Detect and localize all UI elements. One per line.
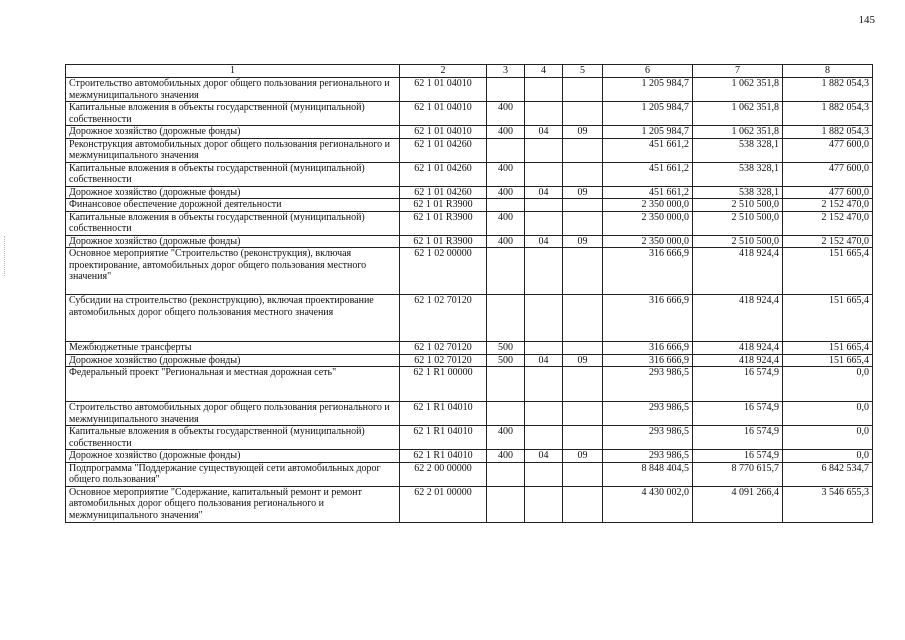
row-col4-cell (525, 426, 563, 450)
table-row (66, 162, 873, 186)
row-code-cell: 62 1 01 04260 (400, 138, 487, 162)
row-value8-cell: 1 882 054,3 (783, 78, 873, 102)
row-value7-cell: 16 574,9 (693, 426, 783, 450)
row-value8-cell: 1 882 054,3 (783, 126, 873, 139)
row-code-cell: 62 1 01 04010 (400, 78, 487, 102)
row-name-cell: Дорожное хозяйство (дорожные фонды) (66, 235, 400, 248)
row-value7-cell: 1 062 351,8 (693, 102, 783, 126)
row-col5-cell (563, 462, 603, 486)
row-value7-cell: 538 328,1 (693, 186, 783, 199)
table-row (66, 186, 873, 199)
row-col3-cell (487, 138, 525, 162)
row-code-cell: 62 1 02 70120 (400, 342, 487, 355)
page-number: 145 (858, 14, 875, 26)
row-col3-cell (487, 295, 525, 342)
row-value7-cell: 418 924,4 (693, 295, 783, 342)
row-col4-cell: 04 (525, 354, 563, 367)
row-col4-cell (525, 367, 563, 402)
row-col5-cell (563, 367, 603, 402)
row-value6-cell: 316 666,9 (603, 342, 693, 355)
row-value7-cell: 538 328,1 (693, 162, 783, 186)
header-row (66, 65, 873, 78)
row-value6-cell: 451 661,2 (603, 138, 693, 162)
row-col5-cell (563, 199, 603, 212)
row-value8-cell: 3 546 655,3 (783, 486, 873, 522)
row-code-cell: 62 1 02 70120 (400, 295, 487, 342)
row-code-cell: 62 2 01 00000 (400, 486, 487, 522)
row-col3-cell: 400 (487, 162, 525, 186)
row-value7-cell: 16 574,9 (693, 450, 783, 463)
table-row (66, 486, 873, 522)
row-col5-cell (563, 426, 603, 450)
row-col4-cell (525, 199, 563, 212)
row-code-cell: 62 1 R1 04010 (400, 402, 487, 426)
table-body (66, 78, 873, 523)
row-name-cell: Капитальные вложения в объекты государственной (муниципальной) собственности (66, 162, 400, 186)
row-value8-cell: 0,0 (783, 367, 873, 402)
row-code-cell: 62 1 R1 04010 (400, 450, 487, 463)
row-col5-cell: 09 (563, 235, 603, 248)
row-code-cell: 62 1 R1 00000 (400, 367, 487, 402)
row-col4-cell (525, 486, 563, 522)
row-col5-cell: 09 (563, 186, 603, 199)
table-row (66, 248, 873, 295)
row-code-cell: 62 1 02 00000 (400, 248, 487, 295)
row-name-cell: Субсидии на строительство (реконструкцию), включая проектирование автомобильных дорог общего пользования местного значения (66, 295, 400, 342)
row-name-cell: Капитальные вложения в объекты государственной (муниципальной) собственности (66, 211, 400, 235)
row-value6-cell: 451 661,2 (603, 162, 693, 186)
table-row (66, 402, 873, 426)
row-value6-cell: 316 666,9 (603, 248, 693, 295)
row-code-cell: 62 1 01 04260 (400, 186, 487, 199)
row-value6-cell: 2 350 000,0 (603, 211, 693, 235)
row-col5-cell: 09 (563, 450, 603, 463)
row-name-cell: Финансовое обеспечение дорожной деятельности (66, 199, 400, 212)
row-value6-cell: 293 986,5 (603, 450, 693, 463)
row-value8-cell: 477 600,0 (783, 186, 873, 199)
table-row (66, 211, 873, 235)
row-value6-cell: 4 430 002,0 (603, 486, 693, 522)
row-value7-cell: 2 510 500,0 (693, 199, 783, 212)
row-col5-cell (563, 102, 603, 126)
row-col5-cell (563, 162, 603, 186)
table-row (66, 342, 873, 355)
row-col4-cell: 04 (525, 186, 563, 199)
header-cell: 5 (563, 65, 603, 78)
row-col5-cell: 09 (563, 126, 603, 139)
table-row (66, 102, 873, 126)
row-value6-cell: 1 205 984,7 (603, 126, 693, 139)
row-col4-cell: 04 (525, 126, 563, 139)
row-value8-cell: 2 152 470,0 (783, 235, 873, 248)
header-cell: 2 (400, 65, 487, 78)
row-value8-cell: 6 842 534,7 (783, 462, 873, 486)
row-col3-cell (487, 78, 525, 102)
row-name-cell: Подпрограмма "Поддержание существующей сети автомобильных дорог общего пользования" (66, 462, 400, 486)
row-value7-cell: 8 770 615,7 (693, 462, 783, 486)
header-cell: 6 (603, 65, 693, 78)
margin-marks (4, 236, 19, 276)
table-row (66, 354, 873, 367)
row-col3-cell: 400 (487, 211, 525, 235)
row-value8-cell: 0,0 (783, 402, 873, 426)
row-col3-cell (487, 367, 525, 402)
table-row (66, 295, 873, 342)
row-col3-cell: 400 (487, 235, 525, 248)
row-value6-cell: 2 350 000,0 (603, 199, 693, 212)
table-row (66, 138, 873, 162)
row-col4-cell (525, 78, 563, 102)
row-col3-cell (487, 462, 525, 486)
row-value7-cell: 2 510 500,0 (693, 211, 783, 235)
row-col3-cell: 400 (487, 102, 525, 126)
row-value6-cell: 451 661,2 (603, 186, 693, 199)
row-value6-cell: 316 666,9 (603, 295, 693, 342)
row-col4-cell (525, 295, 563, 342)
row-col4-cell (525, 402, 563, 426)
row-value8-cell: 2 152 470,0 (783, 199, 873, 212)
row-col5-cell (563, 211, 603, 235)
row-value6-cell: 293 986,5 (603, 426, 693, 450)
row-name-cell: Строительство автомобильных дорог общего пользования регионального и межмуниципального значения (66, 402, 400, 426)
row-value8-cell: 151 665,4 (783, 342, 873, 355)
row-value8-cell: 477 600,0 (783, 162, 873, 186)
row-col4-cell (525, 248, 563, 295)
row-col3-cell: 400 (487, 450, 525, 463)
row-value7-cell: 418 924,4 (693, 248, 783, 295)
row-col5-cell (563, 486, 603, 522)
row-value8-cell: 0,0 (783, 426, 873, 450)
row-name-cell: Строительство автомобильных дорог общего пользования регионального и межмуниципального значения (66, 78, 400, 102)
row-code-cell: 62 1 R1 04010 (400, 426, 487, 450)
row-col5-cell (563, 78, 603, 102)
row-code-cell: 62 1 01 04010 (400, 102, 487, 126)
row-value8-cell: 151 665,4 (783, 354, 873, 367)
row-name-cell: Основное мероприятие "Содержание, капитальный ремонт и ремонт автомобильных дорог общего пользования регионального и межмуниципального значения" (66, 486, 400, 522)
row-col4-cell: 04 (525, 450, 563, 463)
row-value6-cell: 2 350 000,0 (603, 235, 693, 248)
row-col4-cell (525, 462, 563, 486)
row-value8-cell: 477 600,0 (783, 138, 873, 162)
row-value8-cell: 0,0 (783, 450, 873, 463)
header-cell: 3 (487, 65, 525, 78)
row-code-cell: 62 1 01 04260 (400, 162, 487, 186)
row-name-cell: Дорожное хозяйство (дорожные фонды) (66, 126, 400, 139)
header-cell: 4 (525, 65, 563, 78)
row-value7-cell: 16 574,9 (693, 402, 783, 426)
row-name-cell: Реконструкция автомобильных дорог общего пользования регионального и межмуниципального значения (66, 138, 400, 162)
row-col4-cell (525, 342, 563, 355)
row-value7-cell: 418 924,4 (693, 342, 783, 355)
row-col3-cell: 500 (487, 354, 525, 367)
row-value6-cell: 316 666,9 (603, 354, 693, 367)
row-col5-cell (563, 248, 603, 295)
row-col4-cell (525, 211, 563, 235)
budget-table (65, 64, 873, 523)
table-row (66, 126, 873, 139)
row-col5-cell (563, 342, 603, 355)
row-col4-cell (525, 102, 563, 126)
row-col3-cell: 400 (487, 426, 525, 450)
row-value8-cell: 1 882 054,3 (783, 102, 873, 126)
row-value6-cell: 293 986,5 (603, 402, 693, 426)
row-value8-cell: 151 665,4 (783, 248, 873, 295)
table-row (66, 78, 873, 102)
table-row (66, 367, 873, 402)
row-col3-cell: 500 (487, 342, 525, 355)
row-code-cell: 62 2 00 00000 (400, 462, 487, 486)
row-value7-cell: 1 062 351,8 (693, 126, 783, 139)
row-value6-cell: 1 205 984,7 (603, 78, 693, 102)
header-cell: 1 (66, 65, 400, 78)
row-name-cell: Дорожное хозяйство (дорожные фонды) (66, 186, 400, 199)
row-value6-cell: 293 986,5 (603, 367, 693, 402)
row-col3-cell: 400 (487, 186, 525, 199)
row-col4-cell: 04 (525, 235, 563, 248)
table-row (66, 462, 873, 486)
row-name-cell: Капитальные вложения в объекты государственной (муниципальной) собственности (66, 102, 400, 126)
row-name-cell: Дорожное хозяйство (дорожные фонды) (66, 450, 400, 463)
row-col5-cell (563, 295, 603, 342)
row-value7-cell: 538 328,1 (693, 138, 783, 162)
row-value7-cell: 2 510 500,0 (693, 235, 783, 248)
row-col5-cell (563, 138, 603, 162)
row-value7-cell: 1 062 351,8 (693, 78, 783, 102)
table-row (66, 450, 873, 463)
row-col4-cell (525, 138, 563, 162)
row-name-cell: Федеральный проект "Региональная и местная дорожная сеть" (66, 367, 400, 402)
row-value8-cell: 151 665,4 (783, 295, 873, 342)
row-col3-cell: 400 (487, 126, 525, 139)
row-code-cell: 62 1 01 R3900 (400, 235, 487, 248)
row-name-cell: Капитальные вложения в объекты государственной (муниципальной) собственности (66, 426, 400, 450)
table-row (66, 235, 873, 248)
row-name-cell: Дорожное хозяйство (дорожные фонды) (66, 354, 400, 367)
row-value7-cell: 16 574,9 (693, 367, 783, 402)
header-cell: 8 (783, 65, 873, 78)
row-col4-cell (525, 162, 563, 186)
row-value7-cell: 4 091 266,4 (693, 486, 783, 522)
table-row (66, 199, 873, 212)
row-code-cell: 62 1 01 04010 (400, 126, 487, 139)
row-col5-cell (563, 402, 603, 426)
table-row (66, 426, 873, 450)
row-col3-cell (487, 486, 525, 522)
row-name-cell: Основное мероприятие "Строительство (реконструкция), включая проектирование, автомобильных дорог общего пользования местного значения" (66, 248, 400, 295)
row-col3-cell (487, 199, 525, 212)
row-value6-cell: 1 205 984,7 (603, 102, 693, 126)
row-col3-cell (487, 402, 525, 426)
row-value8-cell: 2 152 470,0 (783, 211, 873, 235)
header-cell: 7 (693, 65, 783, 78)
row-value6-cell: 8 848 404,5 (603, 462, 693, 486)
row-name-cell: Межбюджетные трансферты (66, 342, 400, 355)
row-code-cell: 62 1 02 70120 (400, 354, 487, 367)
row-value7-cell: 418 924,4 (693, 354, 783, 367)
row-col5-cell: 09 (563, 354, 603, 367)
row-col3-cell (487, 248, 525, 295)
row-code-cell: 62 1 01 R3900 (400, 211, 487, 235)
row-code-cell: 62 1 01 R3900 (400, 199, 487, 212)
